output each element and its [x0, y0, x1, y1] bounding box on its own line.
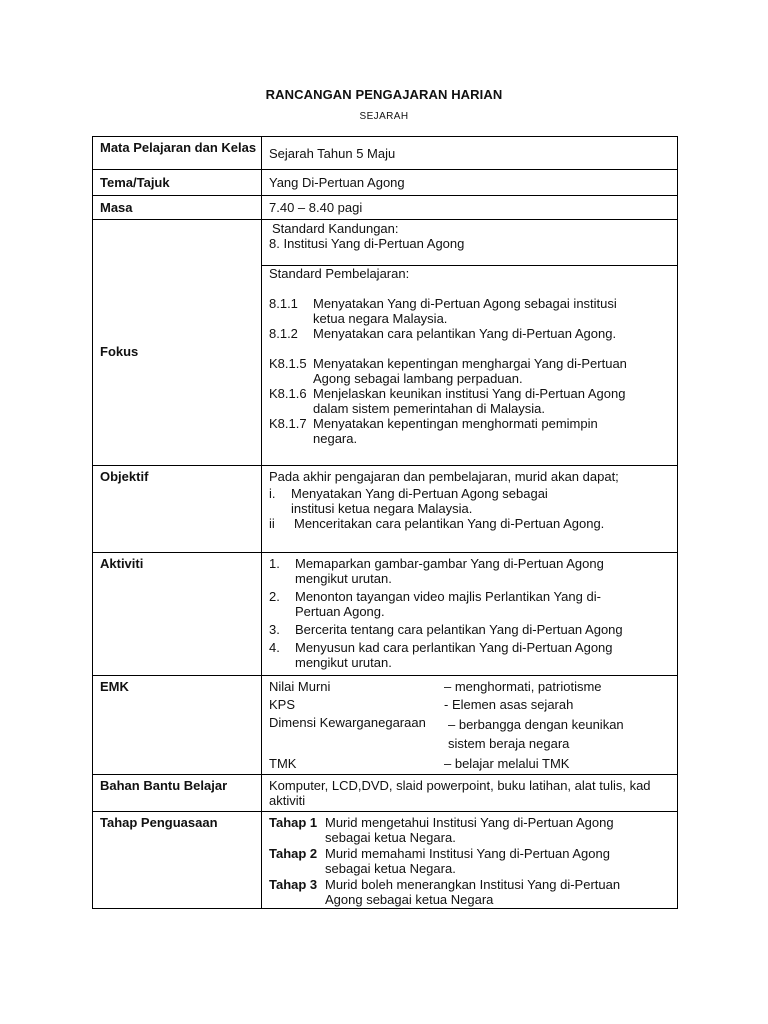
tahap-item-value: Murid mengetahui Institusi Yang di-Pertuan Agong sebagai ketua Negara. — [325, 815, 614, 845]
aktiviti-item — [269, 622, 677, 637]
tahap-item-value: Murid memahami Institusi Yang di-Pertuan Agong sebagai ketua Negara. — [325, 846, 610, 876]
row-label: Masa — [93, 196, 262, 220]
table-row — [93, 466, 678, 553]
k-item-number: K8.1.6 — [269, 386, 307, 401]
row-value: Sejarah Tahun 5 Maju — [262, 137, 678, 170]
aktiviti-item — [269, 556, 677, 586]
table-row — [93, 812, 678, 909]
k-item-number: K8.1.5 — [269, 356, 307, 371]
k-item — [269, 386, 677, 416]
sp-item — [269, 326, 677, 341]
emk-item-value: – berbangga dengan keunikan sistem beraja negara — [448, 717, 624, 751]
table-row — [93, 220, 678, 266]
table-row — [93, 676, 678, 775]
emk-item-key: Nilai Murni — [269, 679, 331, 694]
objektif-cell — [262, 466, 678, 553]
aktiviti-item-number: 3. — [269, 622, 280, 637]
tahap-item — [269, 846, 677, 876]
row-value: Komputer, LCD,DVD, slaid powerpoint, buku latihan, alat tulis, kad aktiviti — [262, 775, 678, 812]
table-row — [93, 196, 678, 220]
objektif-item-text: Menyatakan Yang di-Pertuan Agong sebagai institusi ketua negara Malaysia. — [291, 486, 548, 516]
objektif-item-number: ii — [269, 516, 275, 531]
row-label: EMK — [93, 676, 262, 775]
standard-pembelajaran-heading: Standard Pembelajaran: — [269, 266, 410, 281]
emk-item — [269, 679, 677, 694]
aktiviti-item-text: Menonton tayangan video majlis Perlantikan Yang di-Pertuan Agong. — [295, 589, 601, 619]
k-item-number: K8.1.7 — [269, 416, 307, 431]
row-value: 7.40 – 8.40 pagi — [262, 196, 678, 220]
k-item-text: Menyatakan kepentingan menghormati pemimpin negara. — [313, 416, 598, 446]
sp-item-number: 8.1.1 — [269, 296, 298, 311]
emk-cell — [262, 676, 678, 775]
standard-pembelajaran-cell — [262, 266, 678, 466]
aktiviti-item-number: 1. — [269, 556, 280, 571]
row-label: Tema/Tajuk — [93, 170, 262, 196]
emk-item-key: TMK — [269, 756, 297, 771]
row-label: Fokus — [93, 220, 262, 466]
tahap-item-key: Tahap 3 — [269, 877, 318, 892]
aktiviti-item — [269, 589, 677, 619]
page-subtitle: SEJARAH — [359, 111, 409, 122]
aktiviti-cell — [262, 553, 678, 676]
row-value: Yang Di-Pertuan Agong — [262, 170, 678, 196]
tahap-item-key: Tahap 1 — [269, 815, 318, 830]
standard-kandungan-item: 8. Institusi Yang di-Pertuan Agong — [269, 236, 465, 251]
lesson-plan-table — [92, 136, 678, 909]
k-item-text: Menjelaskan keunikan institusi Yang di-Pertuan Agong dalam sistem pemerintahan di Malaysia. — [313, 386, 626, 416]
aktiviti-item-text: Menyusun kad cara perlantikan Yang di-Pertuan Agong mengikut urutan. — [295, 640, 613, 670]
objektif-item-text: Menceritakan cara pelantikan Yang di-Pertuan Agong. — [294, 516, 605, 531]
sp-item-text: Menyatakan cara pelantikan Yang di-Pertuan Agong. — [313, 326, 617, 341]
row-label: Mata Pelajaran dan Kelas — [93, 137, 262, 170]
aktiviti-item-number: 2. — [269, 589, 280, 604]
table-row — [93, 553, 678, 676]
emk-item-value: – belajar melalui TMK — [444, 756, 570, 771]
emk-item — [269, 697, 677, 712]
page-title: RANCANGAN PENGAJARAN HARIAN — [265, 87, 503, 102]
table-row — [93, 137, 678, 170]
k-item — [269, 356, 677, 386]
aktiviti-item-text: Bercerita tentang cara pelantikan Yang di-Pertuan Agong — [295, 622, 623, 637]
objektif-intro: Pada akhir pengajaran dan pembelajaran, murid akan dapat; — [269, 469, 619, 484]
objektif-item — [269, 516, 677, 531]
emk-item — [269, 756, 677, 771]
tahap-item-value: Murid boleh menerangkan Institusi Yang di-Pertuan Agong sebagai ketua Negara — [325, 877, 621, 907]
k-item — [269, 416, 677, 446]
objektif-item-number: i. — [269, 486, 276, 501]
emk-item-value: – menghormati, patriotisme — [444, 679, 602, 694]
objektif-item — [269, 486, 677, 516]
table-row — [93, 170, 678, 196]
tahap-item — [269, 815, 677, 845]
row-label: Aktiviti — [93, 553, 262, 676]
sp-item — [269, 296, 677, 326]
standard-kandungan-heading: Standard Kandungan: — [272, 221, 399, 236]
k-item-text: Menyatakan kepentingan menghargai Yang di-Pertuan Agong sebagai lambang perpaduan. — [313, 356, 627, 386]
tahap-item — [269, 877, 677, 907]
tahap-item-key: Tahap 2 — [269, 846, 318, 861]
emk-item — [269, 715, 677, 753]
aktiviti-item — [269, 640, 677, 670]
aktiviti-item-number: 4. — [269, 640, 280, 655]
table-row — [93, 775, 678, 812]
emk-item-key: KPS — [269, 697, 296, 712]
aktiviti-item-text: Memaparkan gambar-gambar Yang di-Pertuan Agong mengikut urutan. — [295, 556, 604, 586]
row-label: Tahap Penguasaan — [93, 812, 262, 909]
sp-item-number: 8.1.2 — [269, 326, 298, 341]
sp-item-text: Menyatakan Yang di-Pertuan Agong sebagai institusi ketua negara Malaysia. — [313, 296, 617, 326]
emk-item-value: - Elemen asas sejarah — [444, 697, 574, 712]
standard-kandungan-cell — [262, 220, 678, 266]
tahap-cell — [262, 812, 678, 909]
row-label: Bahan Bantu Belajar — [93, 775, 262, 812]
row-label: Objektif — [93, 466, 262, 553]
emk-item-key: Dimensi Kewarganegaraan — [269, 715, 426, 730]
